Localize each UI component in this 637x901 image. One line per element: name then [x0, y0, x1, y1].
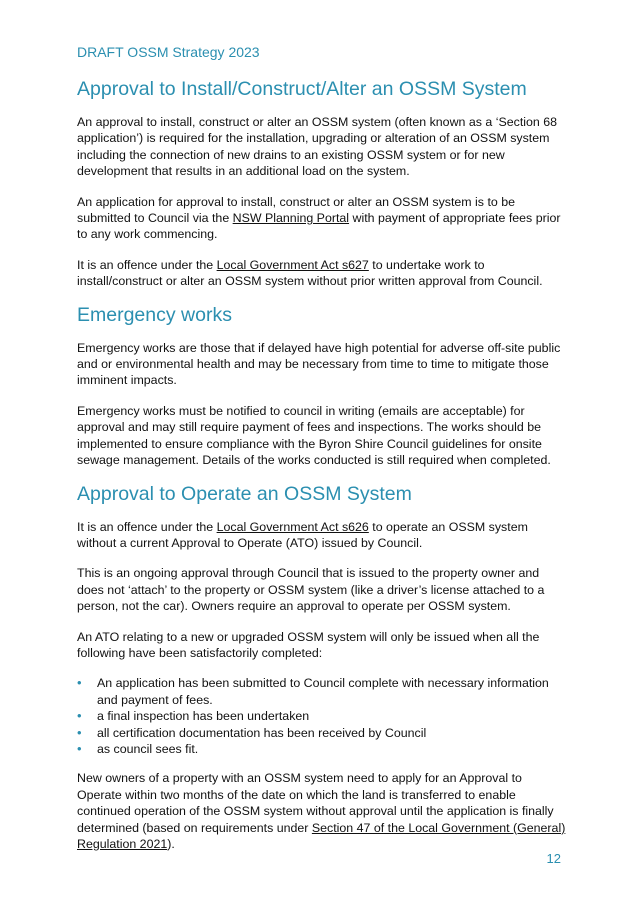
page-number: 12 — [546, 851, 561, 866]
paragraph: Emergency works must be notified to council in writing (emails are acceptable) for approval and may still require payment of fees and inspections. The works should be implemented to ensure compliance with the Byron Shire Council guidelines for onsite sewage management. Details of the works conducted is still required when completed. — [77, 403, 551, 468]
section-47-regulation-link[interactable]: Section 47 of the Local Government (General) Regulation 2021 — [77, 820, 566, 851]
paragraph: Emergency works are those that if delayed have high potential for adverse off-site public and or environmental health and may be necessary from time to time to mitigate those imminent impacts. — [77, 340, 561, 388]
paragraph: An approval to install, construct or alter an OSSM system (often known as a ‘Section 68 application’) is required for the installation, upgrading or alteration of an OSSM system including the connection of new drains to an existing OSSM system or for new development that results in an additional load on the system. — [77, 115, 558, 179]
text-run: It is an offence under the — [77, 257, 217, 272]
list-item-text: An application has been submitted to Council complete with necessary information and payment of fees. — [97, 676, 549, 707]
local-government-act-s626-link[interactable]: Local Government Act s626 — [216, 519, 369, 534]
section-heading-install-approval: Approval to Install/Construct/Alter an OSSM System — [77, 78, 527, 100]
text-run: ). — [167, 837, 175, 851]
list-item — [77, 725, 567, 741]
running-header: DRAFT OSSM Strategy 2023 — [77, 44, 260, 60]
paragraph — [77, 257, 567, 290]
bullet-icon: • — [77, 740, 82, 756]
bullet-icon: • — [77, 708, 82, 724]
list-item-text: as council sees fit. — [97, 741, 199, 756]
text-run: to undertake work to install/construct or alter an OSSM system without prior written approval from Council. — [77, 257, 543, 289]
paragraph — [77, 770, 567, 852]
local-government-act-s627-link[interactable]: Local Government Act s627 — [216, 257, 369, 272]
list-item-text: a final inspection has been undertaken — [97, 709, 310, 724]
bullet-icon: • — [77, 724, 82, 740]
paragraph: This is an ongoing approval through Council that is issued to the property owner and does not ‘attach’ to the property or OSSM system (like a driver’s license attached to a person, not the car). Owners require an approval to operate per OSSM system. — [77, 566, 545, 614]
requirements-list — [77, 675, 567, 757]
text-run: with payment of appropriate fees prior to any work commencing. — [77, 211, 561, 242]
bullet-icon: • — [77, 675, 82, 691]
text-run: It is an offence under the — [77, 519, 217, 534]
list-item — [77, 741, 567, 757]
text-run: An application for approval to install, construct or alter an OSSM system is to be submitted to Council via the — [77, 194, 516, 226]
paragraph — [77, 519, 567, 552]
page-content — [77, 78, 567, 866]
paragraph — [77, 194, 567, 243]
list-item — [77, 675, 567, 708]
nsw-planning-portal-link[interactable]: NSW Planning Portal — [232, 211, 350, 226]
section-heading-emergency-works: Emergency works — [77, 303, 232, 326]
text-run: to operate an OSSM system without a current Approval to Operate (ATO) issued by Council. — [77, 519, 528, 550]
list-item-text: all certification documentation has been received by Council — [97, 725, 427, 740]
list-item — [77, 708, 567, 724]
text-run: New owners of a property with an OSSM system need to apply for an Approval to Operate within two months of the date on which the land is transferred to enable continued operation of the OSSM system without approval until the application is finally determined (based on requirements under — [77, 771, 554, 835]
paragraph: An ATO relating to a new or upgraded OSSM system will only be issued when all the following have been satisfactorily completed: — [77, 629, 540, 660]
section-heading-approval-to-operate: Approval to Operate an OSSM System — [77, 482, 412, 505]
